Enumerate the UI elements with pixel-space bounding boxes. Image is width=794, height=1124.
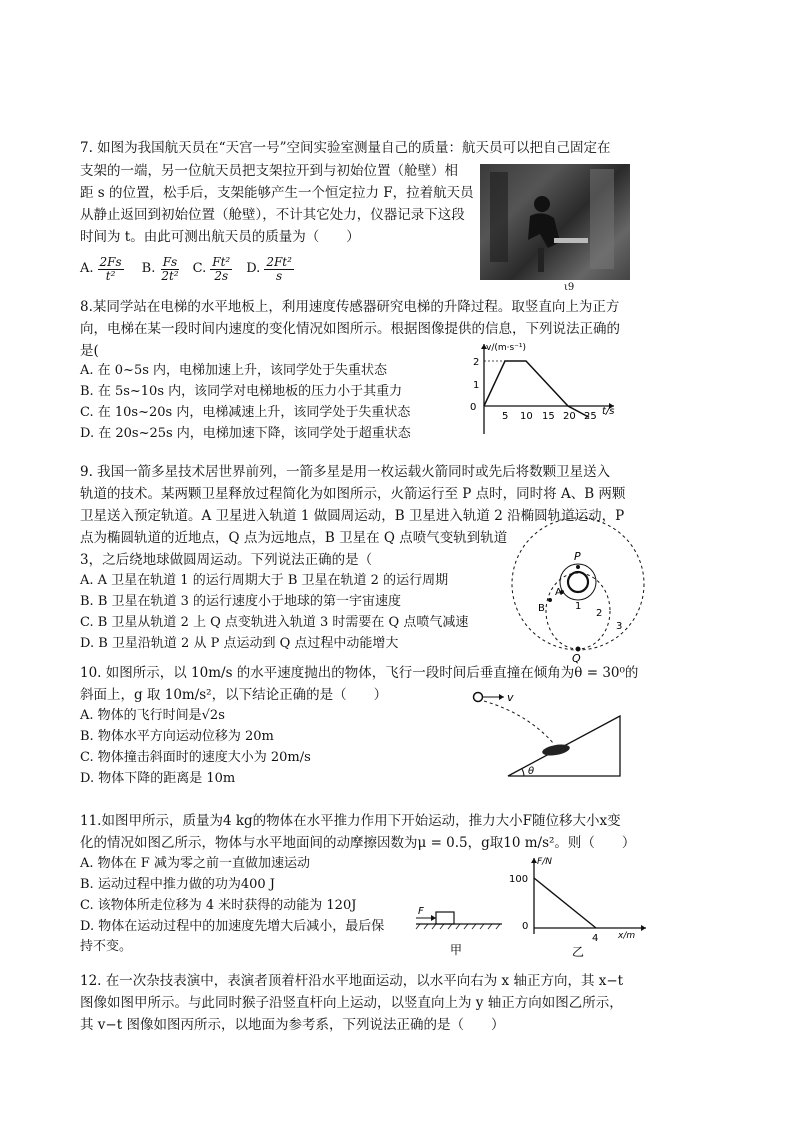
- q8-line-2: 向，电梯在某一段时间内速度的变化情况如图所示。根据图像提供的信息，下列说法正确的: [80, 321, 620, 337]
- q7-d-denominator: s: [276, 268, 283, 283]
- trajectory: [484, 701, 554, 744]
- satellite-orbit-diagram: [506, 516, 652, 666]
- q10-option-b: B. 物体水平方向运动位移为 20m: [80, 729, 274, 744]
- q8-line-1: 8.某同学站在电梯的水平地板上，利用速度传感器研究电梯的升降过程。取竖直向上为正方: [80, 299, 620, 315]
- q12-line-3: 其 v−t 图像如图丙所示，以地面为参考系，下列说法正确的是（ ）: [80, 1017, 505, 1033]
- q7-line-1: 7. 如图为我国航天员在“天宫一号”空间实验室测量自己的质量：航天员可以把自己固定在: [80, 140, 611, 156]
- t-tick-15: 15: [542, 411, 555, 422]
- q11-option-a: A. 物体在 F 减为零之前一直做加速运动: [80, 856, 310, 871]
- angle-arc: [522, 769, 524, 776]
- q7-option-a-fraction: [98, 256, 124, 283]
- v-t-line: [484, 361, 589, 417]
- q9-line-5: 3，之后绕地球做圆周运动。下列说法正确的是（: [80, 552, 373, 568]
- q7-option-a-label: A.: [80, 261, 94, 276]
- q11-line-1: 11.如图甲所示，质量为4 kg的物体在水平推力作用下开始运动，推力大小F随位移大小x变: [80, 813, 621, 829]
- q9-line-4: 点为椭圆轨道的近地点，Q 点为远地点，B 卫星在 Q 点喷气变轨到轨道: [80, 530, 508, 546]
- photo-caption: ι9: [564, 282, 575, 293]
- f-tick-100: 100: [509, 874, 529, 885]
- x-tick-4: 4: [592, 933, 599, 944]
- q11-line-2: 化的情况如图乙所示，物体与水平地面间的动摩擦因数为μ = 0.5，g取10 m/s²。则（ ）: [80, 835, 636, 851]
- q10-option-c: C. 物体撞击斜面时的速度大小为 20m/s: [80, 750, 311, 765]
- force-arrowhead: [431, 915, 436, 921]
- q11-option-d-line-1: D. 物体在运动过程中的加速度先增大后减小，最后保: [80, 919, 385, 934]
- f-axis-label: F/N: [537, 857, 552, 867]
- q11-option-c: C. 该物体所走位移为 4 米时获得的动能为 120J: [80, 898, 357, 913]
- label-b: B: [538, 603, 545, 614]
- astronaut-silhouette: [480, 164, 630, 280]
- v-tick-2: 2: [473, 357, 480, 368]
- orbit-3: [512, 518, 644, 650]
- t-tick-25: 25: [584, 411, 597, 422]
- q9-option-b: B. B 卫星在轨道 3 的运行速度小于地球的第一宇宙速度: [80, 594, 402, 609]
- q7-c-denominator: 2s: [214, 268, 229, 283]
- label-q: Q: [572, 652, 581, 665]
- label-p: P: [574, 550, 581, 563]
- x-axis-arrow: [641, 925, 646, 931]
- q8-option-c: C. 在 10s~20s 内，电梯减速上升，该同学处于失重状态: [80, 405, 411, 420]
- q7-line-2: 支架的一端，另一位航天员把支架拉开到与初始位置（舱壁）相: [80, 163, 458, 179]
- q7-option-d-fraction: [264, 256, 294, 283]
- q9-option-c: C. B 卫星从轨道 2 上 Q 点变轨进入轨道 3 时需要在 Q 点喷气减速: [80, 615, 469, 630]
- f-origin: 0: [522, 921, 529, 932]
- t-tick-20: 20: [563, 411, 576, 422]
- q9-option-a: A. A 卫星在轨道 1 的运行周期大于 B 卫星在轨道 2 的运行周期: [80, 573, 449, 588]
- q7-a-numerator: 2Fs: [99, 254, 122, 269]
- q8-line-3: 是(: [80, 343, 99, 359]
- q11-option-d-line-2: 持不变。: [80, 939, 133, 954]
- q10-line-1: 10. 如图所示，以 10m/s 的水平速度抛出的物体，飞行一段时间后垂直撞在倾角为θ = 30⁰的: [80, 665, 639, 681]
- q8-option-d: D. 在 20s~25s 内，电梯加速下降，该同学处于超重状态: [80, 426, 411, 441]
- q9-line-3: 卫星送入预定轨道。A 卫星进入轨道 1 做圆周运动，B 卫星进入轨道 2 沿椭圆轨道运动，P: [80, 508, 625, 524]
- push-block-diagram: [414, 902, 506, 960]
- v-tick-1: 1: [473, 380, 480, 391]
- q12-line-1: 12. 在一次杂技表演中，表演者顶着杆沿水平地面运动，以水平向右为 x 轴正方向，其 x−t: [80, 973, 624, 989]
- projectile-incline-diagram: [468, 686, 628, 782]
- q10-option-d: D. 物体下降的距离是 10m: [80, 771, 236, 786]
- point-p: [576, 565, 580, 569]
- q7-option-d-label: D.: [246, 261, 261, 276]
- point-q: [576, 647, 581, 652]
- caption-jia: 甲: [450, 943, 463, 957]
- origin-label: 0: [470, 402, 477, 413]
- q9-line-1: 9. 我国一箭多星技术居世界前列，一箭多星是用一枚运载火箭同时或先后将数颗卫星送入: [80, 464, 611, 480]
- force-displacement-graph: [506, 852, 656, 962]
- q7-option-c-label: C.: [192, 261, 207, 276]
- caption-yi: 乙: [572, 945, 585, 959]
- q10-line-2: 斜面上，g 取 10m/s²，以下结论正确的是（ ）: [80, 687, 388, 703]
- q7-line-5: 时间为 t。由此可测出航天员的质量为（ ）: [80, 229, 360, 245]
- label-v: v: [507, 691, 514, 704]
- q7-c-numerator: Ft²: [212, 254, 231, 269]
- q10-option-a: A. 物体的飞行时间是√2s: [80, 708, 225, 723]
- earth: [568, 572, 588, 592]
- projectile-ball: [474, 693, 483, 702]
- f-x-line: [534, 878, 596, 928]
- t-axis-label: t/s: [602, 406, 615, 417]
- q9-option-d: D. B 卫星沿轨道 2 从 P 点运动到 Q 点过程中动能增大: [80, 636, 399, 651]
- velocity-time-graph: [462, 338, 622, 438]
- block: [436, 912, 454, 924]
- satellite-b: [548, 598, 552, 602]
- q7-b-denominator: 2t²: [161, 268, 179, 283]
- q7-b-numerator: Fs: [162, 254, 178, 269]
- x-axis-label: x/m: [618, 931, 636, 941]
- q8-option-a: A. 在 0~5s 内，电梯加速上升，该同学处于失重状态: [80, 363, 388, 378]
- label-theta: θ: [528, 766, 535, 777]
- t-tick-5: 5: [502, 411, 509, 422]
- velocity-arrowhead: [499, 694, 504, 700]
- q8-option-b: B. 在 5s~10s 内，该同学对电梯地板的压力小于其重力: [80, 384, 403, 399]
- orbit-1: [560, 564, 596, 600]
- label-a: A: [555, 587, 562, 598]
- q11-option-b: B. 运动过程中推力做的功为400 J: [80, 877, 275, 892]
- q12-line-2: 图像如图甲所示。与此同时猴子沿竖直杆向上运动，以竖直向上为 y 轴正方向如图乙所示，: [80, 995, 623, 1011]
- label-force: F: [418, 906, 424, 917]
- q7-a-denominator: t²: [105, 268, 116, 283]
- ground-hatching: [416, 924, 500, 929]
- q7-d-numerator: 2Ft²: [266, 254, 292, 269]
- label-orbit-2: 2: [596, 608, 603, 619]
- astronaut-photo: [480, 164, 630, 280]
- label-orbit-1: 1: [575, 601, 582, 612]
- q7-option-c-fraction: [210, 256, 232, 283]
- q7-line-3: 距 s 的位置，松手后，支架能够产生一个恒定拉力 F，拉着航天员: [80, 185, 474, 201]
- t-tick-10: 10: [520, 411, 533, 422]
- q7-option-b-fraction: [159, 256, 180, 283]
- q9-line-2: 轨道的技术。某两颗卫星释放过程简化为如图所示，火箭运行至 P 点时，同时将 A、B 两颗: [80, 486, 626, 502]
- v-axis-label: v/(m·s⁻¹): [486, 343, 527, 353]
- q7-options: [80, 253, 294, 285]
- q7-line-4: 从静止返回到初始位置（舱壁），不计其它处力，仪器记录下这段: [80, 207, 465, 223]
- label-orbit-3: 3: [616, 621, 623, 632]
- q7-option-b-label: B.: [141, 261, 156, 276]
